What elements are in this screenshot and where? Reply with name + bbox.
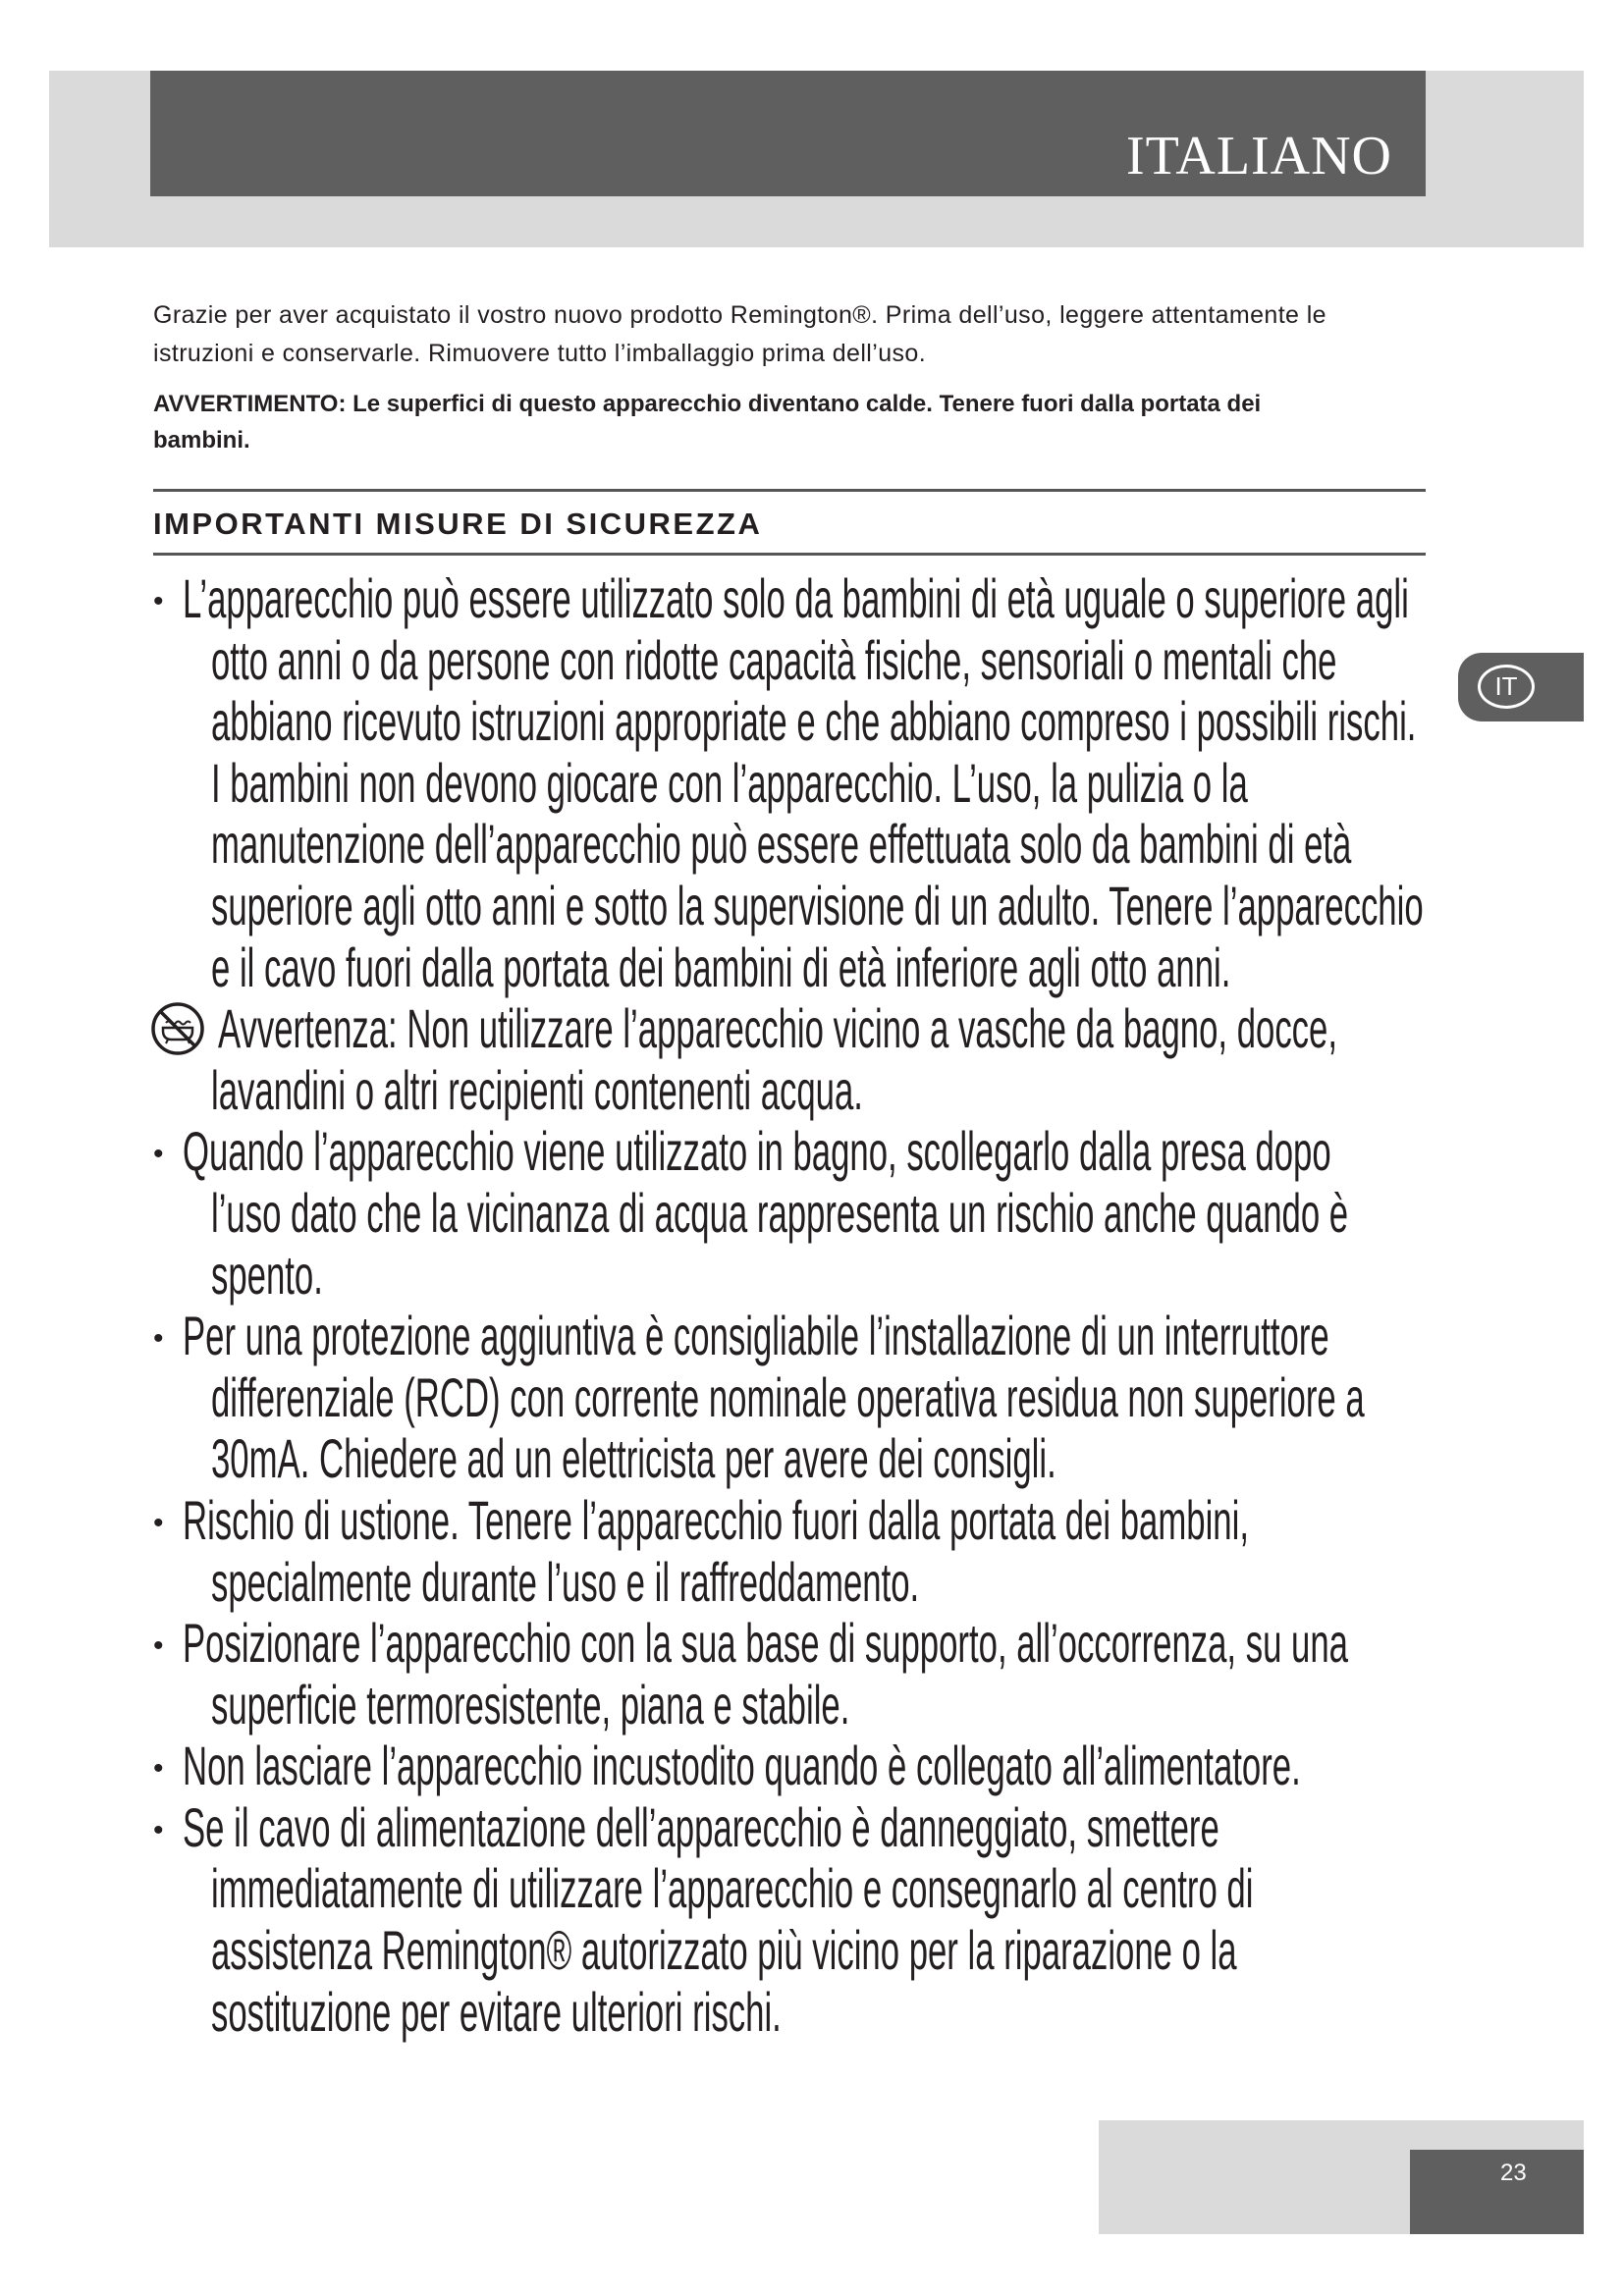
intro-line: istruzioni e conservarle. Rimuovere tutto l’imballaggio prima dell’uso. [153,340,927,367]
safety-item [153,1735,1430,1797]
item-line: specialmente durante l’uso e il raffreddamento. [211,1550,920,1613]
safety-item [153,568,1430,998]
item-line: Non lasciare l’apparecchio incustodito quando è collegato all’alimentatore. [183,1735,1301,1797]
warning-line: AVVERTIMENTO: Le superfici di questo apparecchio diventano calde. Tenere fuori dalla portata dei [153,391,1262,417]
item-line: e il cavo fuori dalla portata dei bambini di età inferiore agli otto anni. [211,935,1231,998]
item-line: Avvertenza: Non utilizzare l’apparecchio vicino a vasche da bagno, docce, [218,997,1337,1060]
item-line: Per una protezione aggiuntiva è consigliabile l’installazione di un interruttore [183,1305,1329,1367]
safety-item [153,1306,1430,1490]
safety-item [153,1613,1430,1735]
intro-line: Grazie per aver acquistato il vostro nuovo prodotto Remington®. Prima dell’uso, leggere attentamente le [153,301,1326,329]
item-line: manutenzione dell’apparecchio può essere effettuata solo da bambini di età [211,813,1352,876]
item-line: abbiano ricevuto istruzioni appropriate e che abbiano compreso i possibili rischi. [211,690,1417,753]
page-number: 23 [1500,2160,1527,2186]
safety-item [153,1121,1430,1306]
item-line: assistenza Remington® autorizzato più vicino per la riparazione o la [211,1919,1237,1982]
item-line: I bambini non devono giocare con l’apparecchio. L’uso, la pulizia o la [211,751,1248,814]
item-line: sostituzione per evitare ulteriori rischi. [211,1980,782,2043]
item-line: 30mA. Chiedere ad un elettricista per avere dei consigli. [211,1427,1056,1490]
item-line: Rischio di ustione. Tenere l’apparecchio fuori dalla portata dei bambini, [183,1488,1249,1551]
warning-line: bambini. [153,426,250,454]
bullet-marker: • [153,1322,164,1356]
bullet-marker: • [153,1138,164,1171]
item-line: otto anni o da persone con ridotte capacità fisiche, sensoriali o mentali che [211,628,1337,691]
header-bar [150,71,1426,196]
language-title: ITALIANO [1126,126,1392,187]
item-line: immediatamente di utilizzare l’apparecchio e consegnarlo al centro di [211,1857,1254,1920]
bullet-marker: • [153,1813,164,1846]
item-line: Se il cavo di alimentazione dell’apparecchio è danneggiato, smettere [183,1795,1219,1858]
bullet-marker: • [153,585,164,617]
bullet-marker: • [153,1629,164,1663]
footer-box [1410,2150,1584,2234]
item-line: spento. [211,1243,323,1306]
item-line: superiore agli otto anni e sotto la supervisione di un adulto. Tenere l’apparecchio [211,874,1424,936]
item-line: superficie termoresistente, piana e stabile. [211,1673,850,1735]
language-tab [1458,653,1584,721]
item-line: differenziale (RCD) con corrente nominale operativa residua non superiore a [211,1365,1365,1428]
safety-item [153,1797,1430,2043]
item-line: l’uso dato che la vicinanza di acqua rappresenta un rischio anche quando è [211,1181,1349,1244]
item-line: L’apparecchio può essere utilizzato solo da bambini di età uguale o superiore agli [183,567,1409,629]
bullet-marker: • [153,1752,164,1786]
item-line: Posizionare l’apparecchio con la sua base di supporto, all’occorrenza, su una [183,1612,1348,1675]
bullet-marker: • [153,1506,164,1539]
safety-item [153,1490,1430,1613]
language-tab-label: IT [1478,665,1535,709]
section-rule-top [153,489,1426,492]
no-bath-icon [150,1001,205,1056]
item-line: Quando l’apparecchio viene utilizzato in bagno, scollegarlo dalla presa dopo [183,1120,1331,1183]
item-line: lavandini o altri recipienti contenenti acqua. [211,1058,863,1121]
safety-item-water-warning [153,998,1430,1121]
intro-paragraph [153,296,1326,373]
section-heading: IMPORTANTI MISURE DI SICUREZZA [153,507,763,541]
section-rule-bottom [153,553,1426,556]
hot-surface-warning [153,387,1261,458]
safety-list [153,568,1430,2043]
